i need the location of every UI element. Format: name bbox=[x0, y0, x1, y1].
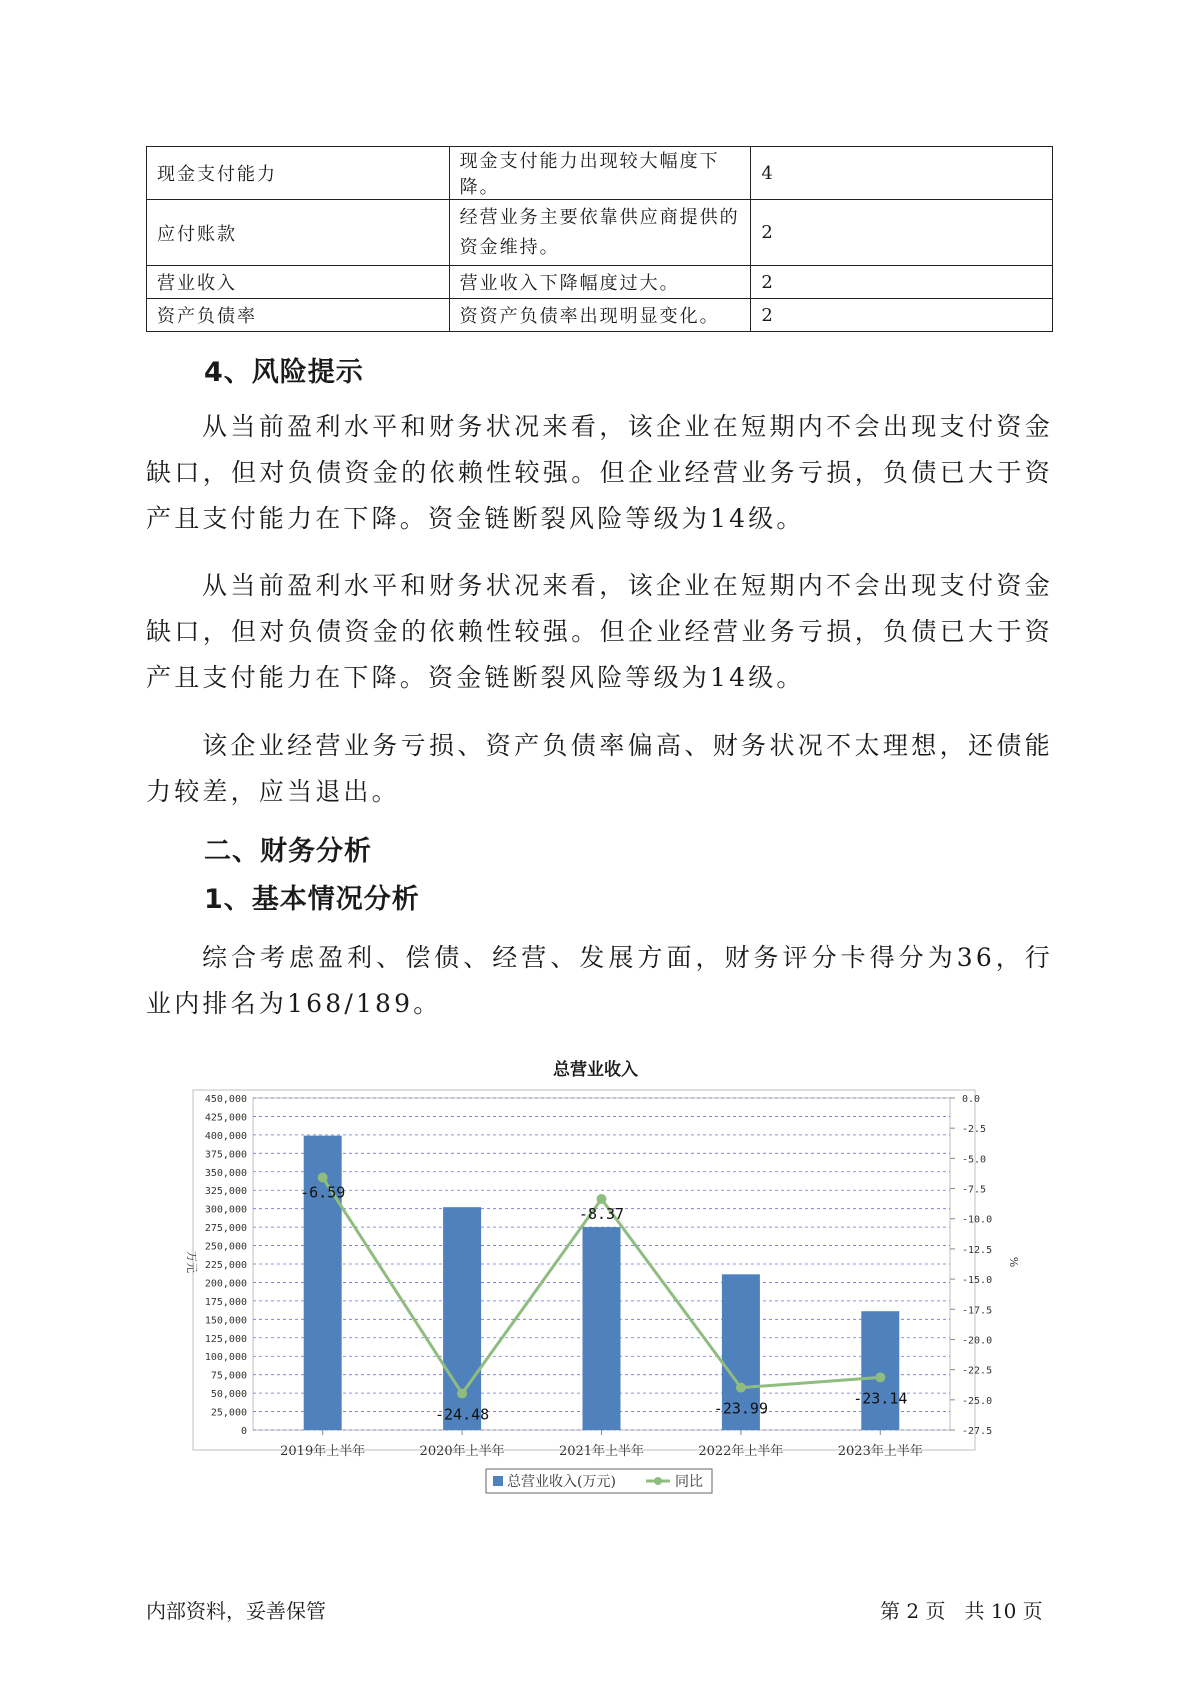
risk-paragraph-2: 从当前盈利水平和财务状况来看，该企业在短期内不会出现支付资金缺口，但对负债资金的依赖性较强。但企业经营业务亏损，负债已大于资产且支付能力在下降。资金链断裂风险等级为14级。 bbox=[146, 571, 1053, 692]
risk-paragraph-3: 该企业经营业务亏损、资产负债率偏高、财务状况不太理想，还债能力较差，应当退出。 bbox=[146, 731, 1053, 806]
legend-bar-label: 总营业收入(万元) bbox=[507, 1474, 616, 1490]
x-tick-label: 2023年上半年 bbox=[837, 1444, 923, 1459]
data-label: -23.99 bbox=[713, 1399, 768, 1418]
finance-heading: 二、财务分析 bbox=[204, 836, 372, 867]
y2-tick-label: -15.0 bbox=[962, 1275, 993, 1287]
legend-line-label: 同比 bbox=[675, 1474, 703, 1490]
data-label: -24.48 bbox=[435, 1405, 490, 1424]
bar bbox=[583, 1227, 621, 1430]
x-tick-label: 2019年上半年 bbox=[280, 1444, 366, 1459]
line-point bbox=[457, 1389, 467, 1399]
y2-tick-label: -20.0 bbox=[962, 1335, 993, 1347]
legend-bar-swatch bbox=[493, 1476, 503, 1486]
line-point bbox=[597, 1194, 607, 1204]
x-tick-label: 2022年上半年 bbox=[698, 1444, 784, 1459]
y2-tick-label: -12.5 bbox=[962, 1244, 993, 1256]
data-label: -8.37 bbox=[578, 1205, 625, 1224]
x-tick-label: 2020年上半年 bbox=[419, 1444, 505, 1459]
risk-item: 营业收入 bbox=[147, 266, 450, 299]
y2-tick-label: -17.5 bbox=[962, 1305, 993, 1317]
line-point bbox=[318, 1173, 328, 1183]
y2-tick-label: -5.0 bbox=[962, 1154, 987, 1166]
x-tick-label: 2021年上半年 bbox=[558, 1444, 645, 1459]
y-tick-label: 25,000 bbox=[210, 1407, 247, 1419]
bar bbox=[861, 1311, 899, 1430]
line-point bbox=[736, 1383, 746, 1393]
risk-description: 经营业务主要依靠供应商提供的资金维持。 bbox=[449, 200, 751, 266]
y-tick-label: 150,000 bbox=[204, 1315, 247, 1327]
y-tick-label: 0 bbox=[240, 1426, 247, 1437]
y-tick-label: 50,000 bbox=[210, 1389, 247, 1401]
y-tick-label: 75,000 bbox=[210, 1370, 247, 1382]
y2-tick-label: 0.0 bbox=[962, 1094, 981, 1105]
y2-tick-label: -25.0 bbox=[962, 1395, 993, 1407]
basic-analysis-paragraph: 综合考虑盈利、偿债、经营、发展方面，财务评分卡得分为36，行业内排名为168/189。 bbox=[146, 943, 1053, 1018]
risk-score: 2 bbox=[751, 266, 1053, 299]
data-label: -23.14 bbox=[853, 1389, 908, 1408]
risk-item: 应付账款 bbox=[147, 200, 450, 266]
risk-description: 资资产负债率出现明显变化。 bbox=[449, 299, 751, 332]
data-label: -6.59 bbox=[300, 1183, 346, 1202]
chart-title: 总营业收入 bbox=[553, 1060, 638, 1080]
risk-item: 资产负债率 bbox=[147, 299, 450, 332]
y2-axis-label: % bbox=[1007, 1256, 1020, 1268]
footer-confidential: 内部资料，妥善保管 bbox=[146, 1599, 326, 1623]
risk-score: 2 bbox=[751, 299, 1053, 332]
y-tick-label: 425,000 bbox=[204, 1112, 247, 1124]
basic-analysis-heading: 1、基本情况分析 bbox=[204, 884, 420, 915]
risk-score: 4 bbox=[751, 147, 1053, 200]
legend-line-marker bbox=[654, 1477, 662, 1485]
y-tick-label: 250,000 bbox=[204, 1241, 247, 1253]
y2-tick-label: -2.5 bbox=[962, 1124, 987, 1136]
y-axis-label: 万元 bbox=[185, 1251, 198, 1273]
y-tick-label: 125,000 bbox=[204, 1333, 247, 1345]
y2-tick-label: -27.5 bbox=[962, 1426, 993, 1437]
risk-item: 现金支付能力 bbox=[147, 147, 450, 200]
y-tick-label: 375,000 bbox=[204, 1149, 247, 1161]
risk-heading: 4、风险提示 bbox=[204, 357, 364, 388]
y-tick-label: 100,000 bbox=[204, 1352, 247, 1364]
risk-description: 营业收入下降幅度过大。 bbox=[449, 266, 751, 299]
y-tick-label: 225,000 bbox=[204, 1260, 247, 1271]
risk-description: 现金支付能力出现较大幅度下降。 bbox=[449, 147, 751, 200]
risk-score: 2 bbox=[751, 200, 1053, 266]
y-tick-label: 400,000 bbox=[204, 1130, 247, 1142]
y-tick-label: 300,000 bbox=[204, 1204, 247, 1216]
y-tick-label: 275,000 bbox=[204, 1223, 247, 1235]
y2-tick-label: -7.5 bbox=[962, 1184, 987, 1196]
y-tick-label: 325,000 bbox=[204, 1186, 247, 1198]
y2-tick-label: -22.5 bbox=[962, 1365, 993, 1377]
y-tick-label: 175,000 bbox=[204, 1296, 247, 1308]
y-tick-label: 450,000 bbox=[204, 1094, 247, 1105]
y-tick-label: 350,000 bbox=[204, 1167, 247, 1179]
y-tick-label: 200,000 bbox=[204, 1278, 247, 1290]
line-point bbox=[875, 1372, 885, 1382]
footer-page-number: 第 2 页 共 10 页 bbox=[880, 1599, 1043, 1623]
y2-tick-label: -10.0 bbox=[962, 1214, 993, 1226]
risk-paragraph-1: 从当前盈利水平和财务状况来看，该企业在短期内不会出现支付资金缺口，但对负债资金的依赖性较强。但企业经营业务亏损，负债已大于资产且支付能力在下降。资金链断裂风险等级为14级。 bbox=[146, 412, 1053, 533]
